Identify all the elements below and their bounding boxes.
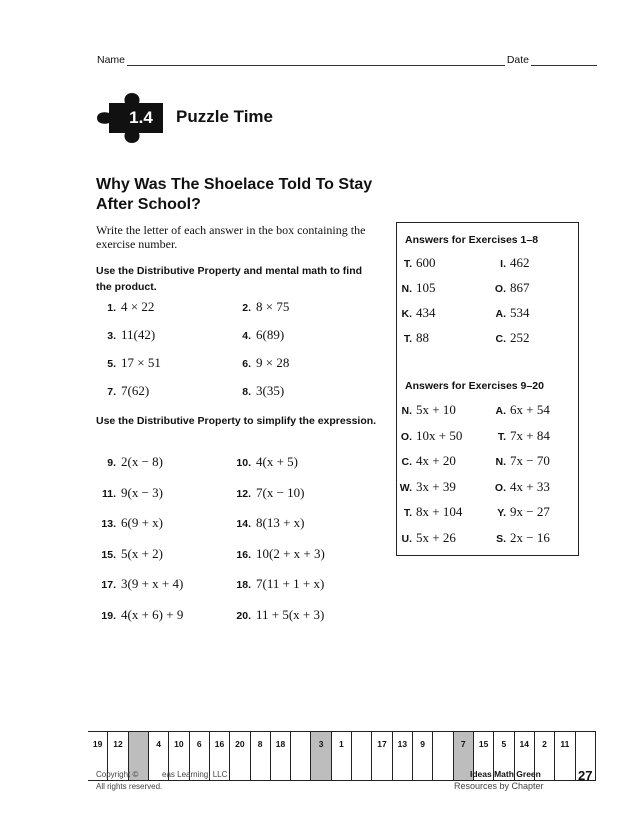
exercise: [93, 546, 163, 562]
exercise-expression: 7(11 + 1 + x): [256, 576, 325, 591]
name-label: Name: [97, 54, 126, 66]
answer-value: 8x + 104: [416, 504, 463, 519]
answer-letter: K.: [401, 308, 412, 320]
answer-letter: N.: [401, 283, 412, 295]
answer-choice: [398, 305, 436, 321]
exercise: [228, 515, 305, 531]
answer-strip-cell[interactable]: 17: [372, 732, 392, 780]
exercise-number: 10.: [236, 457, 251, 469]
exercise-number: 2.: [242, 302, 251, 314]
exercise-expression: 8 × 75: [256, 299, 290, 314]
answer-choice: [398, 402, 456, 418]
answer-value: 9x − 27: [510, 504, 550, 519]
answer-strip-cell[interactable]: 7: [454, 732, 474, 780]
answer-letter: U.: [401, 532, 412, 545]
answer-value: 7x − 70: [510, 453, 550, 468]
exercise: [93, 383, 149, 399]
answer-choice: [398, 479, 456, 495]
exercise-expression: 17 × 51: [121, 355, 161, 370]
answer-letter: S.: [496, 532, 506, 545]
section2-heading: Use the Distributive Property to simplify the expression.: [96, 415, 377, 427]
answer-strip-cell[interactable]: 12: [108, 732, 128, 780]
exercise-expression: 11 + 5(x + 3): [256, 606, 325, 622]
answer-choice: [492, 504, 550, 520]
exercise-number: 20.: [236, 609, 251, 622]
answer-choice: [398, 280, 436, 296]
answer-choice: [492, 428, 550, 444]
answer-strip-cell[interactable]: 11: [555, 732, 575, 780]
answer-choice: [492, 255, 530, 271]
exercise: [93, 515, 163, 531]
answer-letter: O.: [400, 430, 412, 443]
answer-strip-cell[interactable]: 2: [535, 732, 555, 780]
answer-letter: T.: [497, 430, 506, 443]
answer-value: 462: [510, 255, 530, 270]
answer-letter: T.: [403, 258, 412, 270]
answers1-heading: Answers for Exercises 1–8: [405, 234, 539, 246]
exercise-expression: 7(62): [121, 383, 150, 398]
exercise-number: 19.: [101, 609, 116, 622]
exercise-expression: 8(13 + x): [256, 515, 305, 530]
answer-strip-cell[interactable]: 18: [271, 732, 291, 780]
exercise-expression: 10(2 + x + 3): [256, 545, 325, 561]
exercise: [93, 454, 163, 470]
exercise: [228, 485, 305, 501]
question-line-2: After School?: [96, 196, 201, 213]
exercise-expression: 3(35): [256, 383, 285, 398]
answer-strip-cell[interactable]: 1: [332, 732, 352, 780]
exercise-number: 11.: [101, 487, 116, 500]
exercise: [93, 355, 161, 371]
exercise: [93, 299, 154, 315]
exercise-expression: 6(9 + x): [121, 515, 163, 530]
answer-choice: [398, 255, 436, 271]
exercise-number: 8.: [242, 386, 251, 398]
answer-letter: N.: [495, 456, 506, 468]
exercise-expression: 11(42): [121, 327, 156, 342]
answer-letter: O.: [494, 481, 506, 494]
exercise: [228, 327, 284, 343]
answer-strip-cell[interactable]: [291, 732, 311, 780]
copyright-left: Copyright ©: [96, 770, 139, 779]
answer-value: 105: [416, 280, 436, 295]
exercise-number: 12.: [236, 487, 251, 500]
answer-value: 88: [416, 330, 429, 345]
answer-value: 2x − 16: [510, 529, 550, 545]
answer-value: 534: [510, 305, 530, 320]
answer-choice: [398, 504, 462, 520]
answer-value: 10x + 50: [416, 427, 463, 443]
exercise: [228, 355, 289, 371]
answer-strip-cell[interactable]: 9: [413, 732, 433, 780]
answer-strip-cell[interactable]: 10: [169, 732, 189, 780]
answer-letter: T.: [403, 333, 412, 345]
answer-letter: W.: [399, 481, 412, 494]
answer-strip-cell[interactable]: 3: [311, 732, 331, 780]
answer-strip-cell[interactable]: 14: [515, 732, 535, 780]
resources-label: Resources by Chapter: [454, 781, 544, 791]
answer-letter: T.: [403, 507, 412, 519]
exercise-number: 14.: [236, 518, 251, 530]
answer-strip-cell[interactable]: [352, 732, 372, 780]
exercise: [228, 576, 324, 592]
lesson-title: Puzzle Time: [176, 107, 273, 126]
exercise-number: 18.: [236, 579, 251, 591]
answer-strip-cell[interactable]: 13: [393, 732, 413, 780]
rights-reserved: All rights reserved.: [96, 782, 163, 791]
exercise-expression: 6(89): [256, 327, 285, 342]
exercise: [228, 607, 324, 623]
answer-value: 5x + 26: [416, 529, 456, 545]
answer-value: 252: [510, 330, 530, 345]
answer-value: 600: [416, 255, 436, 270]
exercise-expression: 4 × 22: [121, 299, 155, 314]
copyright-right: eas Learning, LLC: [162, 770, 228, 779]
exercise: [228, 299, 289, 315]
answer-letter: O.: [494, 283, 506, 295]
answer-value: 5x + 10: [416, 402, 456, 417]
name-date-header: [97, 54, 597, 66]
exercise-number: 9.: [107, 457, 116, 469]
answer-strip-cell[interactable]: 20: [230, 732, 250, 780]
answer-letter: A.: [495, 308, 506, 320]
exercise-expression: 2(x − 8): [121, 454, 163, 469]
instructions: Write the letter of each answer in the box containing the exercise number.: [96, 223, 366, 251]
exercise-number: 5.: [107, 358, 116, 370]
answer-letter: A.: [495, 405, 506, 417]
exercise-number: 17.: [101, 579, 116, 591]
answer-letter: N.: [401, 405, 412, 417]
answer-value: 4x + 33: [510, 478, 550, 494]
exercise-number: 4.: [242, 330, 251, 342]
answer-letter: C.: [401, 456, 412, 468]
answer-choice: [492, 305, 530, 321]
answer-value: 7x + 84: [510, 427, 550, 443]
exercise-number: 13.: [101, 518, 116, 530]
exercise-number: 3.: [107, 330, 116, 342]
answer-choice: [398, 453, 456, 469]
book-title: Ideas Math Green: [470, 769, 541, 779]
answer-letter: C.: [495, 333, 506, 345]
answer-choice: [398, 330, 429, 346]
answer-value: 434: [416, 305, 436, 320]
answer-choice: [492, 280, 530, 296]
answer-strip-cell[interactable]: 8: [251, 732, 271, 780]
answer-choice: [492, 330, 530, 346]
exercise-expression: 9(x − 3): [121, 484, 163, 500]
page-number: 27: [578, 768, 593, 783]
answer-value: 3x + 39: [416, 478, 456, 494]
answer-choice: [492, 402, 550, 418]
answer-strip-cell[interactable]: [433, 732, 453, 780]
exercise-expression: 9 × 28: [256, 355, 290, 370]
exercise: [228, 383, 284, 399]
exercise-expression: 3(9 + x + 4): [121, 576, 184, 591]
exercise-expression: 4(x + 5): [256, 454, 298, 469]
answer-choice: [492, 530, 550, 546]
puzzle-question: [96, 175, 396, 215]
answer-choice: [492, 453, 550, 469]
answers2-heading: Answers for Exercises 9–20: [405, 380, 544, 392]
exercise-number: 15.: [101, 548, 116, 561]
answer-choice: [492, 479, 550, 495]
exercise-expression: 4(x + 6) + 9: [121, 606, 184, 622]
exercise-expression: 5(x + 2): [121, 545, 163, 561]
answer-strip-cell[interactable]: 4: [149, 732, 169, 780]
exercise-number: 1.: [107, 302, 116, 314]
answer-value: 4x + 20: [416, 453, 456, 468]
exercise: [93, 576, 183, 592]
lesson-number: 1.4: [129, 108, 153, 127]
answer-choice: [398, 428, 462, 444]
answer-choice: [398, 530, 456, 546]
question-line-1: Why Was The Shoelace Told To Stay: [96, 176, 373, 193]
exercise-number: 7.: [107, 386, 116, 398]
answer-strip-cell[interactable]: 19: [88, 732, 108, 780]
answer-value: 6x + 54: [510, 402, 550, 417]
exercise-number: 6.: [242, 358, 251, 370]
exercise: [93, 485, 163, 501]
exercise: [228, 454, 298, 470]
exercise-number: 16.: [236, 548, 251, 561]
answer-letter: Y.: [497, 507, 506, 519]
name-blank[interactable]: [127, 56, 505, 66]
answer-strip-cell[interactable]: 16: [210, 732, 230, 780]
answer-strip-cell[interactable]: 6: [190, 732, 210, 780]
section1-heading: Use the Distributive Property and mental math to find the product.: [96, 265, 363, 293]
date-blank[interactable]: [531, 56, 597, 66]
exercise-expression: 7(x − 10): [256, 484, 305, 500]
answer-letter: I.: [500, 258, 506, 270]
date-label: Date: [506, 54, 529, 66]
answer-value: 867: [510, 280, 530, 295]
answer-strip-cell[interactable]: 5: [494, 732, 514, 780]
exercise: [228, 546, 325, 562]
exercise: [93, 327, 155, 343]
exercise: [93, 607, 183, 623]
answer-strip-cell[interactable]: 15: [474, 732, 494, 780]
